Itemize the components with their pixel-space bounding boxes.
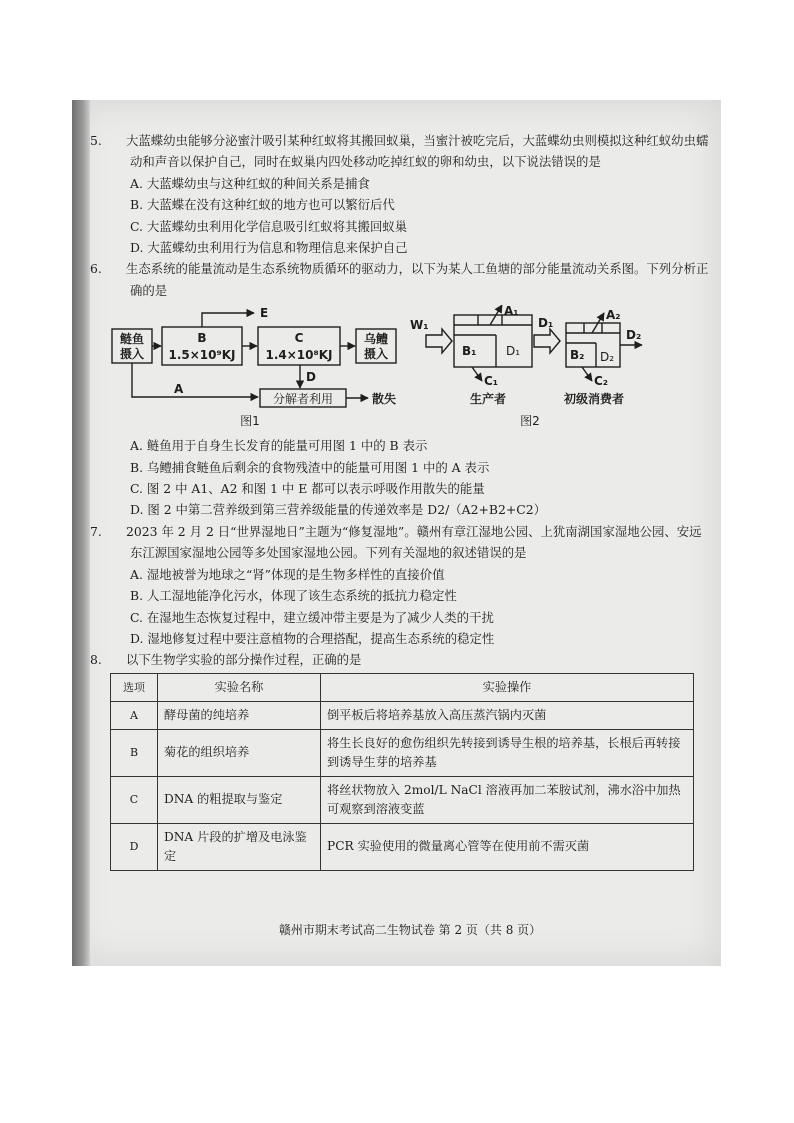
label-d2-arrow: D₂ <box>626 328 642 343</box>
cell-operation: 将生长良好的愈伤组织先转接到诱导生根的培养基，长根后再转接到诱导生芽的培养基 <box>321 729 694 776</box>
label-a1: A₁ <box>504 305 519 319</box>
producer-box <box>454 315 532 367</box>
option-c: C. 大蓝蝶幼虫利用化学信息吸引红蚁将其搬回蚁巢 <box>130 218 408 234</box>
question-6 <box>90 258 710 520</box>
label-d2-inner: D₂ <box>600 350 615 365</box>
question-number: 8. <box>90 652 102 668</box>
option-a: A. 鲢鱼用于自身生长发育的能量可用图 1 中的 B 表示 <box>130 438 428 454</box>
cell-operation: 倒平板后将培养基放入高压蒸汽锅内灭菌 <box>321 701 694 729</box>
cell-option: C <box>111 776 158 823</box>
question-text: 2023 年 2 月 2 日“世界湿地日”主题为“修复湿地”。赣州有章江湿地公园、上犹南湖国家湿地公园、安远东江源国家湿地公园等多处国家湿地公园。下列有关湿地的叙述错误的是 <box>126 523 702 561</box>
table-row <box>111 823 694 870</box>
label-d1-arrow: D₁ <box>538 316 554 331</box>
page-footer: 赣州市期末考试高二生物试卷 第 2 页（共 8 页） <box>278 923 542 937</box>
table-row <box>111 776 694 823</box>
header-name: 实验名称 <box>158 673 321 701</box>
arrow-d1 <box>534 329 560 353</box>
table-row <box>111 701 694 729</box>
option-b: B. 大蓝蝶在没有这种红蚁的地方也可以繁衍后代 <box>130 197 395 213</box>
question-text: 以下生物学实验的部分操作过程，正确的是 <box>126 652 362 668</box>
arrow-e <box>202 313 254 327</box>
label-dissipate: 散失 <box>372 392 397 407</box>
table-header-row <box>111 673 694 701</box>
option-b: B. 人工湿地能净化污水，体现了该生态系统的抵抗力稳定性 <box>130 588 457 604</box>
cell-option: A <box>111 701 158 729</box>
figures-svg <box>110 305 710 429</box>
option-d: D. 大蓝蝶幼虫利用行为信息和物理信息来保护自己 <box>130 240 408 256</box>
label-b: B <box>197 331 207 346</box>
cell-operation: PCR 实验使用的微量离心管等在使用前不需灭菌 <box>321 823 694 870</box>
option-a: A. 大蓝蝶幼虫与这种红蚁的种间关系是捕食 <box>130 175 370 191</box>
label-w1: W₁ <box>410 318 429 333</box>
option-d: D. 湿地修复过程中要注意植物的合理搭配，提高生态系统的稳定性 <box>130 630 495 646</box>
table-row <box>111 729 694 776</box>
label-wu-1: 乌鳢 <box>363 332 389 347</box>
option-c: C. 在湿地生态恢复过程中，建立缓冲带主要是为了减少人类的干扰 <box>130 609 494 625</box>
option-a: A. 湿地被誉为地球之“肾”体现的是生物多样性的直接价值 <box>130 566 445 582</box>
cell-option: D <box>111 823 158 870</box>
arrow-w1 <box>426 329 452 353</box>
label-d1-inner: D₁ <box>506 344 521 359</box>
question-8 <box>90 649 710 870</box>
label-b1: B₁ <box>462 344 477 359</box>
option-d: D. 图 2 中第二营养级到第三营养级能量的传递效率是 D2/（A2+B2+C2） <box>130 502 546 518</box>
question-7-stem <box>90 521 710 564</box>
arrow-c1 <box>472 367 482 381</box>
question-8-stem <box>90 649 710 670</box>
question-number: 6. <box>90 261 102 277</box>
label-c: C <box>294 331 304 346</box>
label-ingest-1: 鲢鱼 <box>119 332 145 347</box>
arrow-c2 <box>582 367 592 381</box>
label-wu-2: 摄入 <box>363 347 389 362</box>
question-number: 5. <box>90 133 102 148</box>
value-c: 1.4×10⁸KJ <box>265 348 333 363</box>
label-a: A <box>174 382 184 397</box>
question-5 <box>90 130 710 258</box>
header-operation: 实验操作 <box>321 673 694 701</box>
exam-content <box>90 130 710 937</box>
cell-name: DNA 的粗提取与鉴定 <box>158 776 321 823</box>
scanned-page-photo <box>72 100 721 966</box>
cell-option: B <box>111 729 158 776</box>
label-d: D <box>306 370 316 385</box>
label-decomposer: 分解者利用 <box>272 392 334 407</box>
value-b: 1.5×10⁹KJ <box>168 348 236 363</box>
cell-name: 菊花的组织培养 <box>158 729 321 776</box>
question-6-stem <box>90 258 710 301</box>
question-number: 7. <box>90 523 102 539</box>
caption-figure-1: 图1 <box>240 414 260 429</box>
label-c2: C₂ <box>594 374 609 389</box>
question-text: 大蓝蝶幼虫能够分泌蜜汁吸引某种红蚁将其搬回蚁巢，当蜜汁被吃完后，大蓝蝶幼虫则模拟这种红蚁幼虫蠕动和声音以保护自己，同时在蚁巢内四处移动吃掉红蚁的卵和幼虫，以下说法错误的是 <box>126 133 709 170</box>
label-a2: A₂ <box>606 308 621 323</box>
label-ingest-2: 摄入 <box>119 347 145 362</box>
energy-flow-figures <box>110 305 710 429</box>
cell-name: 酵母菌的纯培养 <box>158 701 321 729</box>
cell-operation: 将丝状物放入 2mol/L NaCl 溶液再加二苯胺试剂，沸水浴中加热可观察到溶液变蓝 <box>321 776 694 823</box>
label-consumer: 初级消费者 <box>564 392 625 407</box>
question-text: 生态系统的能量流动是生态系统物质循环的驱动力，以下为某人工鱼塘的部分能量流动关系图。下列分析正确的是 <box>126 261 709 298</box>
figure-1 <box>112 313 396 407</box>
option-c: C. 图 2 中 A1、A2 和图 1 中 E 都可以表示呼吸作用散失的能量 <box>130 481 485 497</box>
label-b2: B₂ <box>570 348 585 363</box>
question-7 <box>90 521 710 649</box>
arrow-a <box>132 363 258 397</box>
label-producer: 生产者 <box>470 392 507 407</box>
experiment-table <box>110 673 694 871</box>
option-b: B. 乌鳢捕食鲢鱼后剩余的食物残渣中的能量可用图 1 中的 A 表示 <box>130 459 490 475</box>
page-edge-shadow <box>72 100 90 966</box>
question-5-stem <box>90 130 710 173</box>
header-option: 选项 <box>111 673 158 701</box>
cell-name: DNA 片段的扩增及电泳鉴定 <box>158 823 321 870</box>
label-e: E <box>260 306 269 321</box>
caption-figure-2: 图2 <box>520 414 540 429</box>
label-c1: C₁ <box>484 374 499 389</box>
